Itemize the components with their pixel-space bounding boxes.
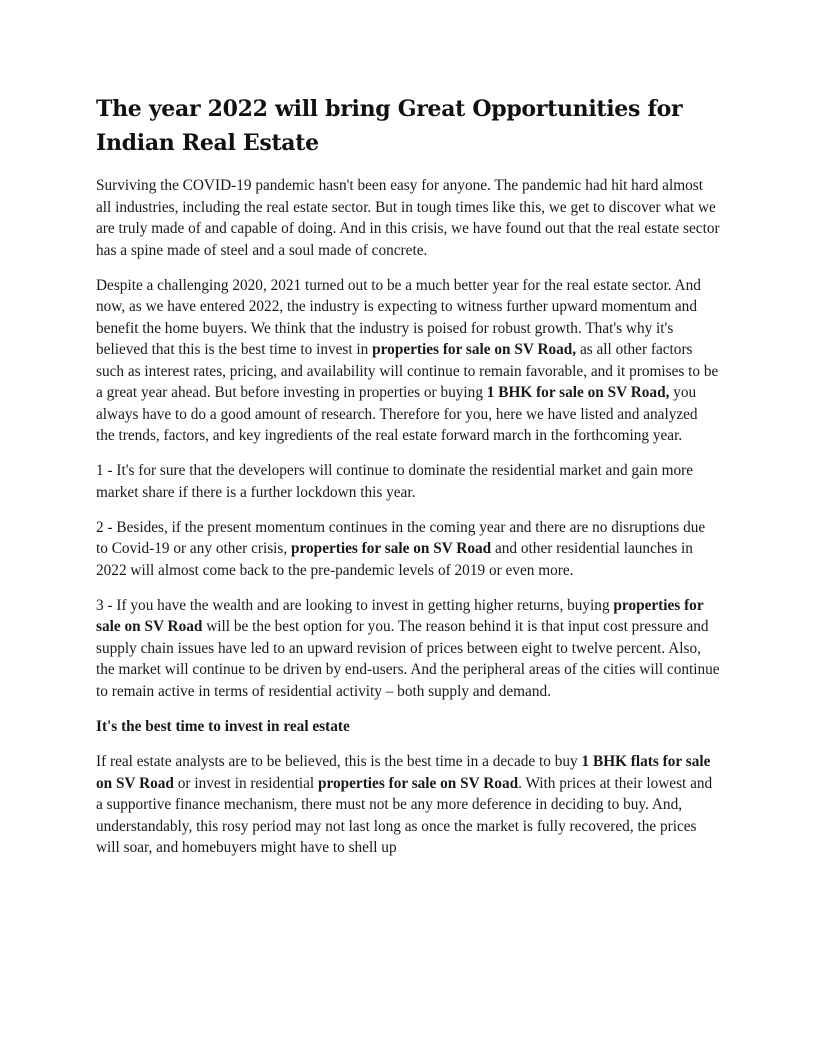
section-subheading: [96, 716, 720, 738]
text-run: If real estate analysts are to be believed, this is the best time in a decade to buy: [96, 753, 582, 770]
paragraph-point-3: [96, 595, 720, 703]
bold-keyword: properties for sale on SV Road: [96, 596, 704, 635]
paragraph-best-time: [96, 751, 720, 859]
paragraph-outlook: [96, 275, 720, 447]
document-page: [96, 92, 720, 872]
bold-keyword: properties for sale on SV Road,: [372, 341, 577, 358]
text-run: will be the best option for you. The reason behind it is that input cost pressure and supply chain issues have led to an upward revision of prices between eight to twelve percent. Also, the market will continue to be driven by end-users. And the peripheral areas of the cities will continue to remain active in terms of residential activity – both supply and demand.: [96, 618, 720, 700]
paragraph-intro: Surviving the COVID-19 pandemic hasn't been easy for anyone. The pandemic had hit hard almost all industries, including the real estate sector. But in tough times like this, we get to discover what we are truly made of and capable of doing. And in this crisis, we have found out that the real estate sector has a spine made of steel and a soul made of concrete.: [96, 177, 720, 259]
subheading-text: It's the best time to invest in real estate: [96, 717, 350, 735]
bold-keyword: properties for sale on SV Road: [291, 540, 492, 557]
page-title: The year 2022 will bring Great Opportunities for Indian Real Estate: [96, 96, 683, 156]
bold-keyword: 1 BHK flats for sale on SV Road: [96, 753, 711, 792]
text-run: or invest in residential: [173, 774, 318, 792]
bold-keyword: 1 BHK for sale on SV Road,: [486, 384, 670, 401]
text-run: you always have to do a good amount of research. Therefore for you, here we have listed and analyzed the trends, factors, and key ingredients of the real estate forward march in the forthcoming year.: [96, 384, 698, 444]
paragraph-point-1: 1 - It's for sure that the developers will continue to dominate the residential market and gain more market share if there is a further lockdown this year.: [96, 462, 694, 501]
text-run: . With prices at their lowest and a supportive finance mechanism, there must not be any more deference in deciding to buy. And, understandably, this rosy period may not last long as once the market is fully recovered, the prices will soar, and homebuyers might have to shell up: [96, 774, 713, 856]
bold-keyword: properties for sale on SV Road: [317, 774, 519, 792]
text-run: Despite a challenging 2020, 2021 turned out to be a much better year for the real estate sector. And now, as we have entered 2022, the industry is expecting to witness further upward momentum and benefit the home buyers. We think that the industry is poised for robust growth. That's why it's believed that this is the best time to invest in: [96, 276, 701, 358]
text-run: 2 - Besides, if the present momentum continues in the coming year and there are no disruptions due to Covid-19 or any other crisis,: [96, 518, 706, 557]
text-run: as all other factors such as interest rates, pricing, and availability will continue to remain favorable, and it promises to be a great year ahead. But before investing in properties or buying: [96, 341, 719, 401]
text-run: and other residential launches in 2022 will almost come back to the pre-pandemic levels of 2019 or even more.: [96, 540, 693, 579]
text-run: 3 - If you have the wealth and are looking to invest in getting higher returns, buying: [96, 596, 614, 614]
paragraph-point-2: [96, 517, 720, 582]
